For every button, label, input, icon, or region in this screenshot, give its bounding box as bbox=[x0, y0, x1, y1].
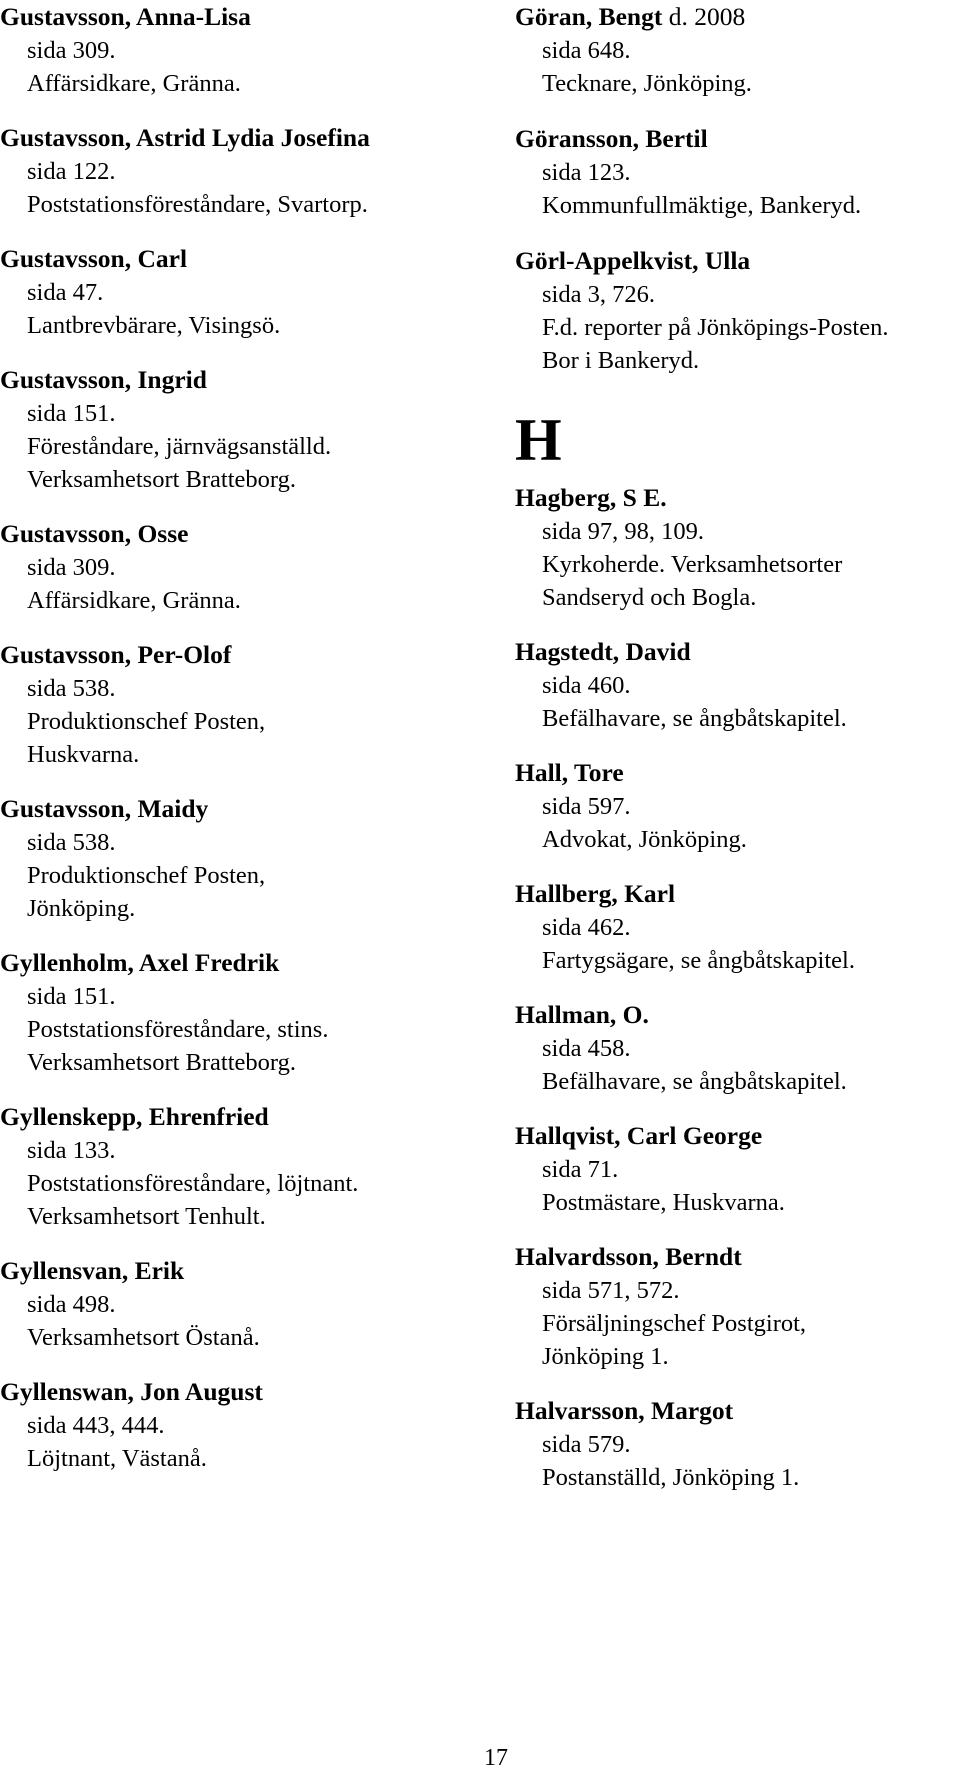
entry-line: sida 458. bbox=[542, 1035, 631, 1062]
entry-name bbox=[0, 242, 505, 276]
entry-name bbox=[0, 0, 505, 34]
entry-line: Produktionschef Posten, bbox=[27, 862, 266, 889]
entry-line: Fartygsägare, se ångbåtskapitel. bbox=[542, 947, 855, 974]
index-entry bbox=[515, 481, 960, 614]
entry-line: sida 538. bbox=[27, 829, 116, 856]
entry-line: Bor i Bankeryd. bbox=[542, 347, 700, 374]
page-number: 17 bbox=[484, 1745, 508, 1771]
entry-name bbox=[0, 1100, 505, 1134]
entry-name-text: Göransson, Bertil bbox=[515, 124, 708, 153]
entry-name bbox=[515, 877, 960, 911]
entry-name-text: Göran, Bengt bbox=[515, 2, 663, 31]
entry-name bbox=[515, 756, 960, 790]
entry-line: Verksamhetsort Bratteborg. bbox=[27, 466, 296, 493]
entry-line: sida 538. bbox=[27, 675, 116, 702]
entry-line: Föreståndare, järnvägsanställd. bbox=[27, 433, 332, 460]
entry-name bbox=[0, 638, 505, 672]
entry-name bbox=[515, 244, 960, 278]
entry-line: sida 460. bbox=[542, 672, 631, 699]
entry-line: Affärsidkare, Gränna. bbox=[27, 587, 241, 614]
entry-name-text: Gustavsson, Carl bbox=[0, 244, 188, 273]
entry-line: Verksamhetsort Östanå. bbox=[27, 1324, 260, 1351]
entry-line: Huskvarna. bbox=[27, 741, 140, 768]
entry-name-text: Gustavsson, Per-Olof bbox=[0, 640, 232, 669]
index-entry bbox=[0, 946, 505, 1079]
entry-name-text: Hallberg, Karl bbox=[515, 879, 676, 908]
index-entry bbox=[0, 1375, 505, 1475]
entry-line: sida 597. bbox=[542, 793, 631, 820]
entry-line: Advokat, Jönköping. bbox=[542, 826, 747, 853]
entry-name-text: Gyllenholm, Axel Fredrik bbox=[0, 948, 280, 977]
entry-line: sida 498. bbox=[27, 1291, 116, 1318]
index-entry bbox=[515, 244, 960, 377]
entry-line: Kommunfullmäktige, Bankeryd. bbox=[542, 192, 862, 219]
index-entry bbox=[515, 877, 960, 977]
index-entry bbox=[0, 792, 505, 925]
entry-line: sida 122. bbox=[27, 158, 116, 185]
index-entry bbox=[0, 0, 505, 100]
entry-line: sida 133. bbox=[27, 1137, 116, 1164]
entry-line: Postanställd, Jönköping 1. bbox=[542, 1464, 800, 1491]
index-entry bbox=[515, 1240, 960, 1373]
index-entry bbox=[515, 122, 960, 222]
entry-name-text: Halvardsson, Berndt bbox=[515, 1242, 742, 1271]
entry-line: Poststationsföreståndare, Svartorp. bbox=[27, 191, 368, 218]
entry-name-text: Gustavsson, Maidy bbox=[0, 794, 209, 823]
entry-name-text: Hallman, O. bbox=[515, 1000, 649, 1029]
entry-line: sida 579. bbox=[542, 1431, 631, 1458]
right-top-entries bbox=[515, 0, 960, 377]
entry-line: Försäljningschef Postgirot, bbox=[542, 1310, 807, 1337]
index-entry bbox=[515, 1394, 960, 1494]
entry-name-text: Gyllensvan, Erik bbox=[0, 1256, 185, 1285]
entry-name bbox=[0, 1375, 505, 1409]
entry-line: Poststationsföreståndare, löjtnant. bbox=[27, 1170, 359, 1197]
entry-line: sida 462. bbox=[542, 914, 631, 941]
index-entry bbox=[515, 0, 960, 100]
index-entry bbox=[0, 517, 505, 617]
index-entry bbox=[515, 998, 960, 1098]
entry-name-suffix: d. 2008 bbox=[662, 2, 746, 31]
entry-name-text: Hall, Tore bbox=[515, 758, 624, 787]
entry-line: Postmästare, Huskvarna. bbox=[542, 1189, 785, 1216]
entry-name bbox=[515, 122, 960, 156]
entry-line: sida 443, 444. bbox=[27, 1412, 165, 1439]
entry-line: Befälhavare, se ångbåtskapitel. bbox=[542, 1068, 847, 1095]
entry-line: Produktionschef Posten, bbox=[27, 708, 266, 735]
index-entry bbox=[0, 121, 505, 221]
entry-name-text: Gustavsson, Astrid Lydia Josefina bbox=[0, 123, 370, 152]
entry-name bbox=[0, 946, 505, 980]
entry-line: Löjtnant, Västanå. bbox=[27, 1445, 207, 1472]
left-column bbox=[0, 0, 505, 1475]
entry-line: Verksamhetsort Bratteborg. bbox=[27, 1049, 296, 1076]
index-entry bbox=[0, 1100, 505, 1233]
entry-name-text: Gyllenswan, Jon August bbox=[0, 1377, 263, 1406]
entry-line: Poststationsföreståndare, stins. bbox=[27, 1016, 329, 1043]
entry-name-text: Hagstedt, David bbox=[515, 637, 691, 666]
entry-name-text: Gustavsson, Anna-Lisa bbox=[0, 2, 251, 31]
entry-line: sida 309. bbox=[27, 37, 116, 64]
entry-name bbox=[0, 121, 505, 155]
index-entry bbox=[515, 635, 960, 735]
entry-line: Affärsidkare, Gränna. bbox=[27, 70, 241, 97]
entry-name bbox=[515, 1119, 960, 1153]
index-entry bbox=[515, 756, 960, 856]
entry-line: sida 309. bbox=[27, 554, 116, 581]
entry-line: Lantbrevbärare, Visingsö. bbox=[27, 312, 281, 339]
entry-line: Kyrkoherde. Verksamhetsorter bbox=[542, 551, 843, 578]
index-entry bbox=[0, 363, 505, 496]
entry-line: sida 648. bbox=[542, 37, 631, 64]
entry-line: sida 571, 572. bbox=[542, 1277, 680, 1304]
right-column bbox=[515, 0, 960, 1494]
entry-name bbox=[515, 635, 960, 669]
entry-line: F.d. reporter på Jönköpings-Posten. bbox=[542, 314, 889, 341]
entry-line: sida 151. bbox=[27, 983, 116, 1010]
right-h-entries bbox=[515, 481, 960, 1494]
index-entry bbox=[515, 1119, 960, 1219]
entry-name-text: Gustavsson, Osse bbox=[0, 519, 189, 548]
entry-line: sida 97, 98, 109. bbox=[542, 518, 704, 545]
entry-line: sida 47. bbox=[27, 279, 104, 306]
entry-line: Jönköping. bbox=[27, 895, 136, 922]
entry-name bbox=[0, 1254, 505, 1288]
entry-line: Befälhavare, se ångbåtskapitel. bbox=[542, 705, 847, 732]
entry-line: sida 71. bbox=[542, 1156, 619, 1183]
entry-name bbox=[0, 363, 505, 397]
entry-name bbox=[515, 1394, 960, 1428]
entry-line: Tecknare, Jönköping. bbox=[542, 70, 752, 97]
entry-name bbox=[515, 481, 960, 515]
entry-name-text: Halvarsson, Margot bbox=[515, 1396, 734, 1425]
entry-name bbox=[515, 998, 960, 1032]
index-entry bbox=[0, 242, 505, 342]
entry-line: Jönköping 1. bbox=[542, 1343, 669, 1370]
entry-name-text: Hagberg, S E. bbox=[515, 483, 667, 512]
entry-name bbox=[515, 1240, 960, 1274]
entry-line: Verksamhetsort Tenhult. bbox=[27, 1203, 266, 1230]
entry-name bbox=[515, 0, 960, 34]
entry-line: sida 123. bbox=[542, 159, 631, 186]
index-entry bbox=[0, 638, 505, 771]
entry-name bbox=[0, 517, 505, 551]
section-letter-heading: H bbox=[515, 407, 562, 473]
entry-name-text: Gustavsson, Ingrid bbox=[0, 365, 207, 394]
entry-line: sida 3, 726. bbox=[542, 281, 655, 308]
entry-name-text: Görl-Appelkvist, Ulla bbox=[515, 246, 751, 275]
entry-name-text: Hallqvist, Carl George bbox=[515, 1121, 763, 1150]
entry-name bbox=[0, 792, 505, 826]
entry-line: sida 151. bbox=[27, 400, 116, 427]
entry-name-text: Gyllenskepp, Ehrenfried bbox=[0, 1102, 269, 1131]
entry-line: Sandseryd och Bogla. bbox=[542, 584, 757, 611]
index-entry bbox=[0, 1254, 505, 1354]
